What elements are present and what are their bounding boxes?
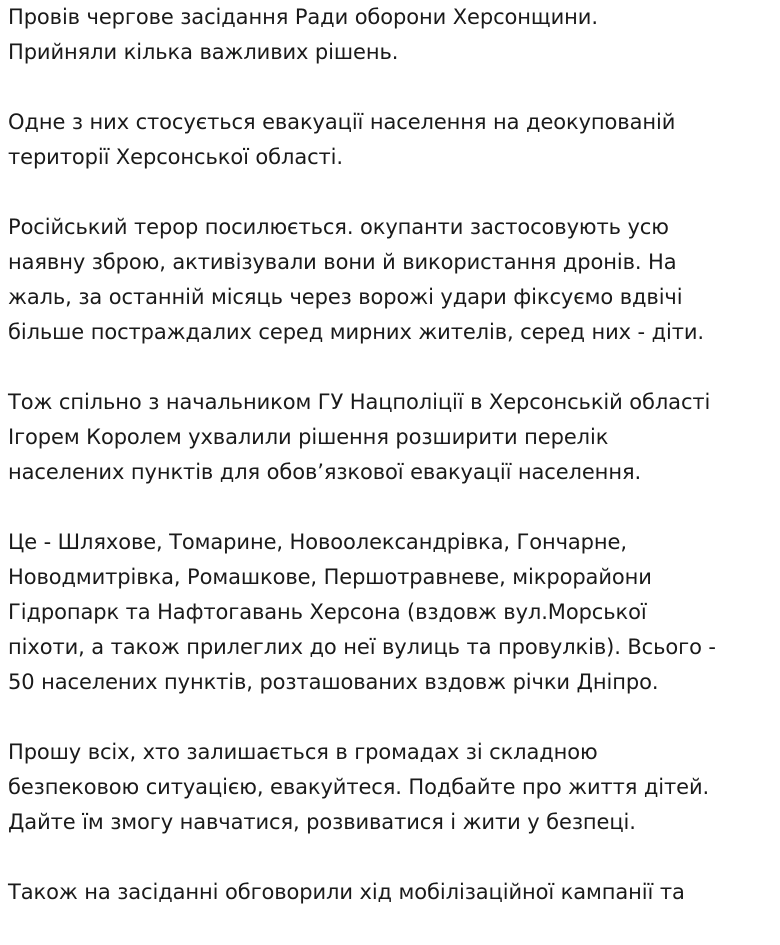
text-line: Одне з них стосується евакуації населення на деокупованій (8, 110, 676, 134)
text-line: території Херсонської області. (8, 145, 343, 169)
text-line: населених пунктів для обов’язкової евакуації населення. (8, 460, 642, 484)
text-line: Гідропарк та Нафтогавань Херсона (вздовж вул.Морської (8, 600, 647, 624)
text-line: Російський терор посилюється. окупанти застосовують усю (8, 215, 669, 239)
text-line: Ігорем Королем ухвалили рішення розширити перелік (8, 425, 609, 449)
text-line: Це - Шляхове, Томарине, Новоолександрівка, Гончарне, (8, 530, 627, 554)
paragraph-6 (8, 735, 780, 840)
paragraph-5 (8, 525, 780, 700)
paragraph-7 (8, 875, 780, 910)
text-line: 50 населених пунктів, розташованих вздовж річки Дніпро. (8, 670, 659, 694)
paragraph-2 (8, 105, 780, 175)
text-line: наявну зброю, активізували вони й використання дронів. На (8, 250, 677, 274)
paragraph-3 (8, 210, 780, 350)
text-line: Прошу всіх, хто залишається в громадах зі складною (8, 740, 598, 764)
paragraph-4 (8, 385, 780, 490)
paragraph-1 (8, 0, 780, 70)
text-line: піхоти, а також прилеглих до неї вулиць та провулків). Всього - (8, 635, 716, 659)
text-line: Тож спільно з начальником ГУ Нацполіції в Херсонській області (8, 390, 711, 414)
text-line: безпековою ситуацією, евакуйтеся. Подбайте про життя дітей. (8, 775, 710, 799)
text-line: Також на засіданні обговорили хід мобілізаційної кампанії та (8, 880, 685, 904)
text-line: жаль, за останній місяць через ворожі удари фіксуємо вдвічі (8, 285, 683, 309)
text-line: Новодмитрівка, Ромашкове, Першотравневе, мікрорайони (8, 565, 652, 589)
text-line: Дайте їм змогу навчатися, розвиватися і жити у безпеці. (8, 810, 636, 834)
text-line: більше постраждалих серед мирних жителів, серед них - діти. (8, 320, 705, 344)
text-line: Провів чергове засідання Ради оборони Херсонщини. (8, 5, 598, 29)
text-line: Прийняли кілька важливих рішень. (8, 40, 399, 64)
